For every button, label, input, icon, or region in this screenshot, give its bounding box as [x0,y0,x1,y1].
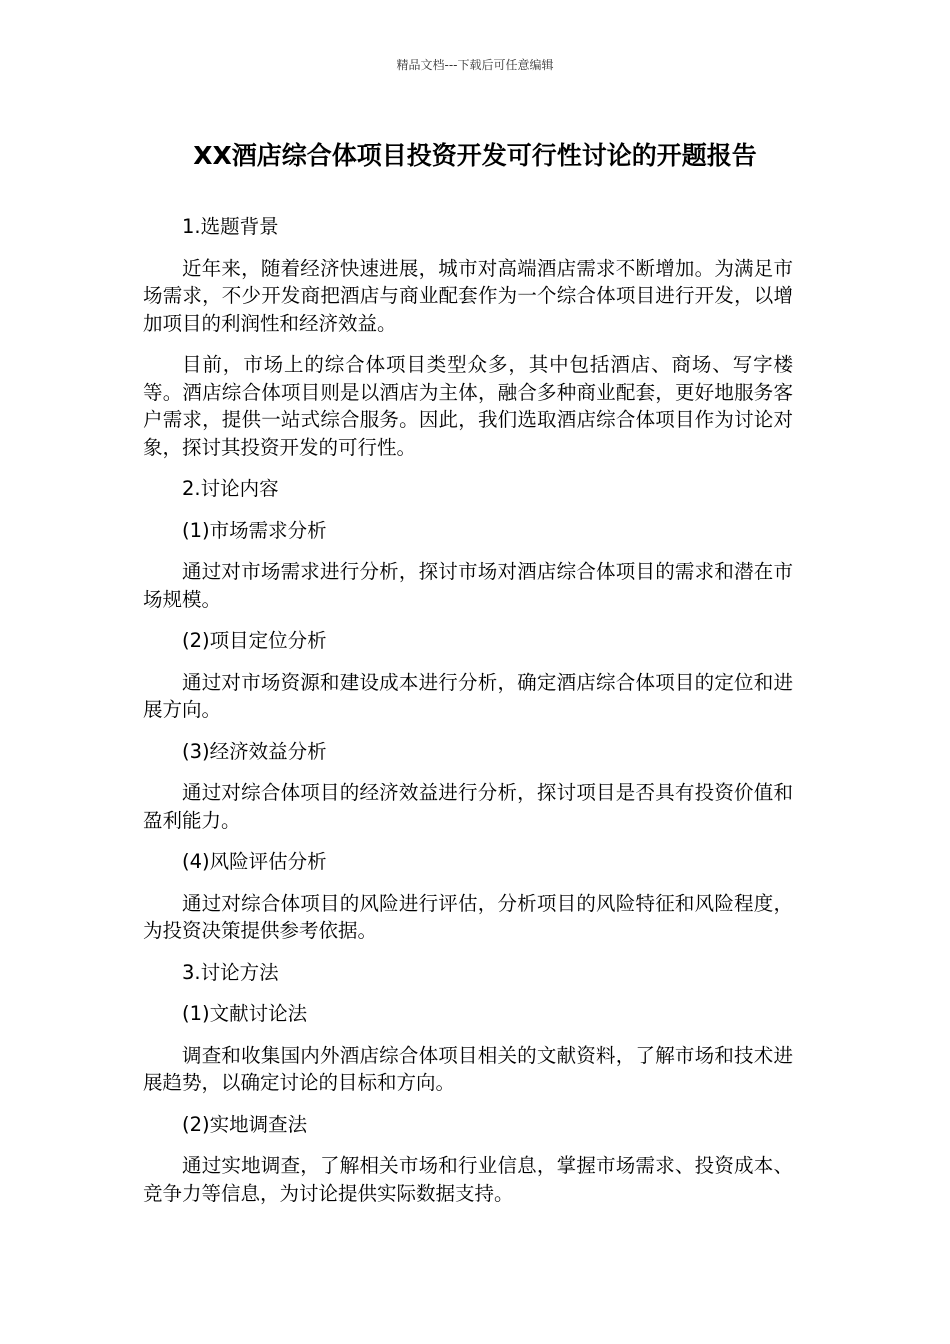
document-body [143,213,793,1221]
header-note: 精品文档---下载后可任意编辑 [396,58,554,72]
body-paragraph: 通过实地调查，了解相关市场和行业信息，掌握市场需求、投资成本、竞争力等信息，为讨论提供实际数据支持。 [143,1154,793,1205]
subheading: (2)实地调查法 [182,1112,308,1136]
body-paragraph: 通过对综合体项目的风险进行评估，分析项目的风险特征和风险程度，为投资决策提供参考依据。 [143,891,793,942]
subheading: (3)经济效益分析 [182,739,327,763]
subheading: (4)风险评估分析 [182,850,327,873]
body-paragraph: 近年来，随着经济快速进展，城市对高端酒店需求不断增加。为满足市场需求，不少开发商把酒店与商业配套作为一个综合体项目进行开发，以增加项目的利润性和经济效益。 [143,256,793,335]
subheading: (1)市场需求分析 [182,518,327,542]
body-paragraph: 通过对综合体项目的经济效益进行分析，探讨项目是否具有投资价值和盈利能力。 [143,781,793,832]
section-heading-methods: 3.讨论方法 [182,960,279,984]
section-heading-background: 1.选题背景 [182,215,279,238]
body-paragraph: 通过对市场资源和建设成本进行分析，确定酒店综合体项目的定位和进展方向。 [143,670,793,721]
body-paragraph: 目前，市场上的综合体项目类型众多，其中包括酒店、商场、写字楼等。酒店综合体项目则是以酒店为主体，融合多种商业配套，更好地服务客户需求，提供一站式综合服务。因此，我们选取酒店综合体项目作为讨论对象，探讨其投资开发的可行性。 [143,353,793,459]
section-heading-content: 2.讨论内容 [182,477,279,500]
subheading: (1)文献讨论法 [182,1002,308,1025]
body-paragraph: 通过对市场需求进行分析，探讨市场对酒店综合体项目的需求和潜在市场规模。 [143,560,793,611]
subheading: (2)项目定位分析 [182,629,327,652]
document-title: XX酒店综合体项目投资开发可行性讨论的开题报告 [193,141,757,170]
body-paragraph: 调查和收集国内外酒店综合体项目相关的文献资料，了解市场和技术进展趋势，以确定讨论的目标和方向。 [143,1043,793,1094]
